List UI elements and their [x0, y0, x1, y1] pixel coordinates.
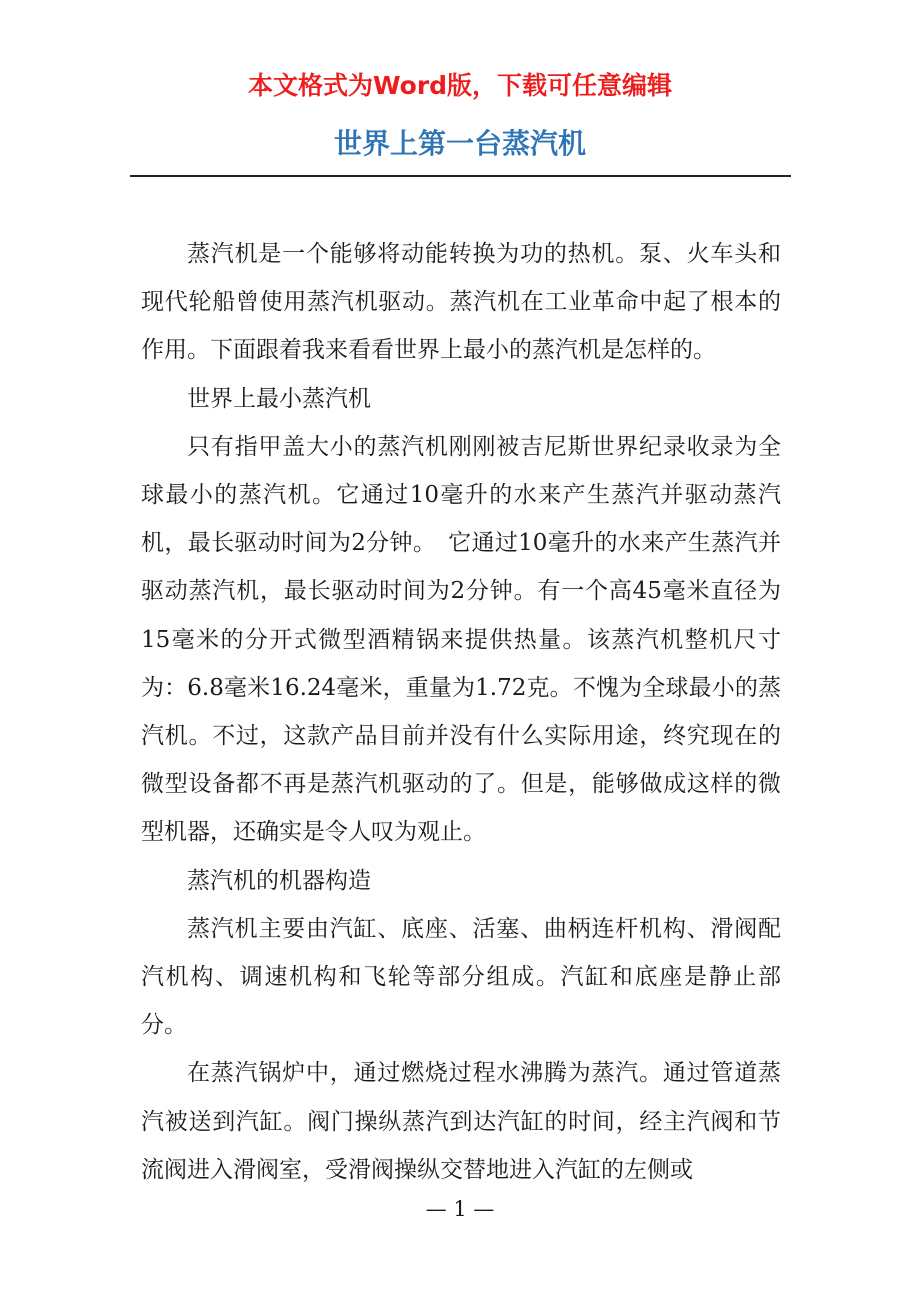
document-title: 世界上第一台蒸汽机: [333, 127, 586, 160]
paragraph-structure: 蒸汽机主要由汽缸、底座、活塞、曲柄连杆机构、滑阀配汽机构、调速机构和飞轮等部分组成。汽缸和底座是静止部分。: [141, 915, 781, 1039]
document-body: [141, 230, 781, 1194]
paragraph-intro: 蒸汽机是一个能够将动能转换为功的热机。泵、火车头和现代轮船曾使用蒸汽机驱动。蒸汽机在工业革命中起了根本的作用。下面跟着我来看看世界上最小的蒸汽机是怎样的。: [141, 241, 781, 364]
section-heading-structure: 蒸汽机的机器构造: [187, 867, 371, 894]
format-notice-banner: 本文格式为Word版，下载可任意编辑: [247, 71, 673, 100]
paragraph-boiler: 在蒸汽锅炉中，通过燃烧过程水沸腾为蒸汽。通过管道蒸汽被送到汽缸。阀门操纵蒸汽到达汽缸的时间，经主汽阀和节流阀进入滑阀室，受滑阀操纵交替地进入汽缸的左侧或: [141, 1060, 781, 1183]
page-number: — 1 —: [425, 1197, 495, 1221]
title-divider: [130, 175, 791, 177]
paragraph-smallest-engine: 只有指甲盖大小的蒸汽机刚刚被吉尼斯世界纪录收录为全球最小的蒸汽机。它通过10毫升的水来产生蒸汽并驱动蒸汽机，最长驱动时间为2分钟。 它通过10毫升的水来产生蒸汽并驱动蒸汽机，最长驱动时间为2分钟。有一个高45毫米直径为15毫米的分开式微型酒精锅来提供热量。该蒸汽机整机尺寸为：6.8毫米16.24毫米，重量为1.72克。不愧为全球最小的蒸汽机。不过，这款产品目前并没有什么实际用途，终究现在的微型设备都不再是蒸汽机驱动的了。但是，能够做成这样的微型机器，还确实是令人叹为观止。: [141, 433, 781, 846]
section-heading-smallest-engine: 世界上最小蒸汽机: [187, 385, 371, 412]
